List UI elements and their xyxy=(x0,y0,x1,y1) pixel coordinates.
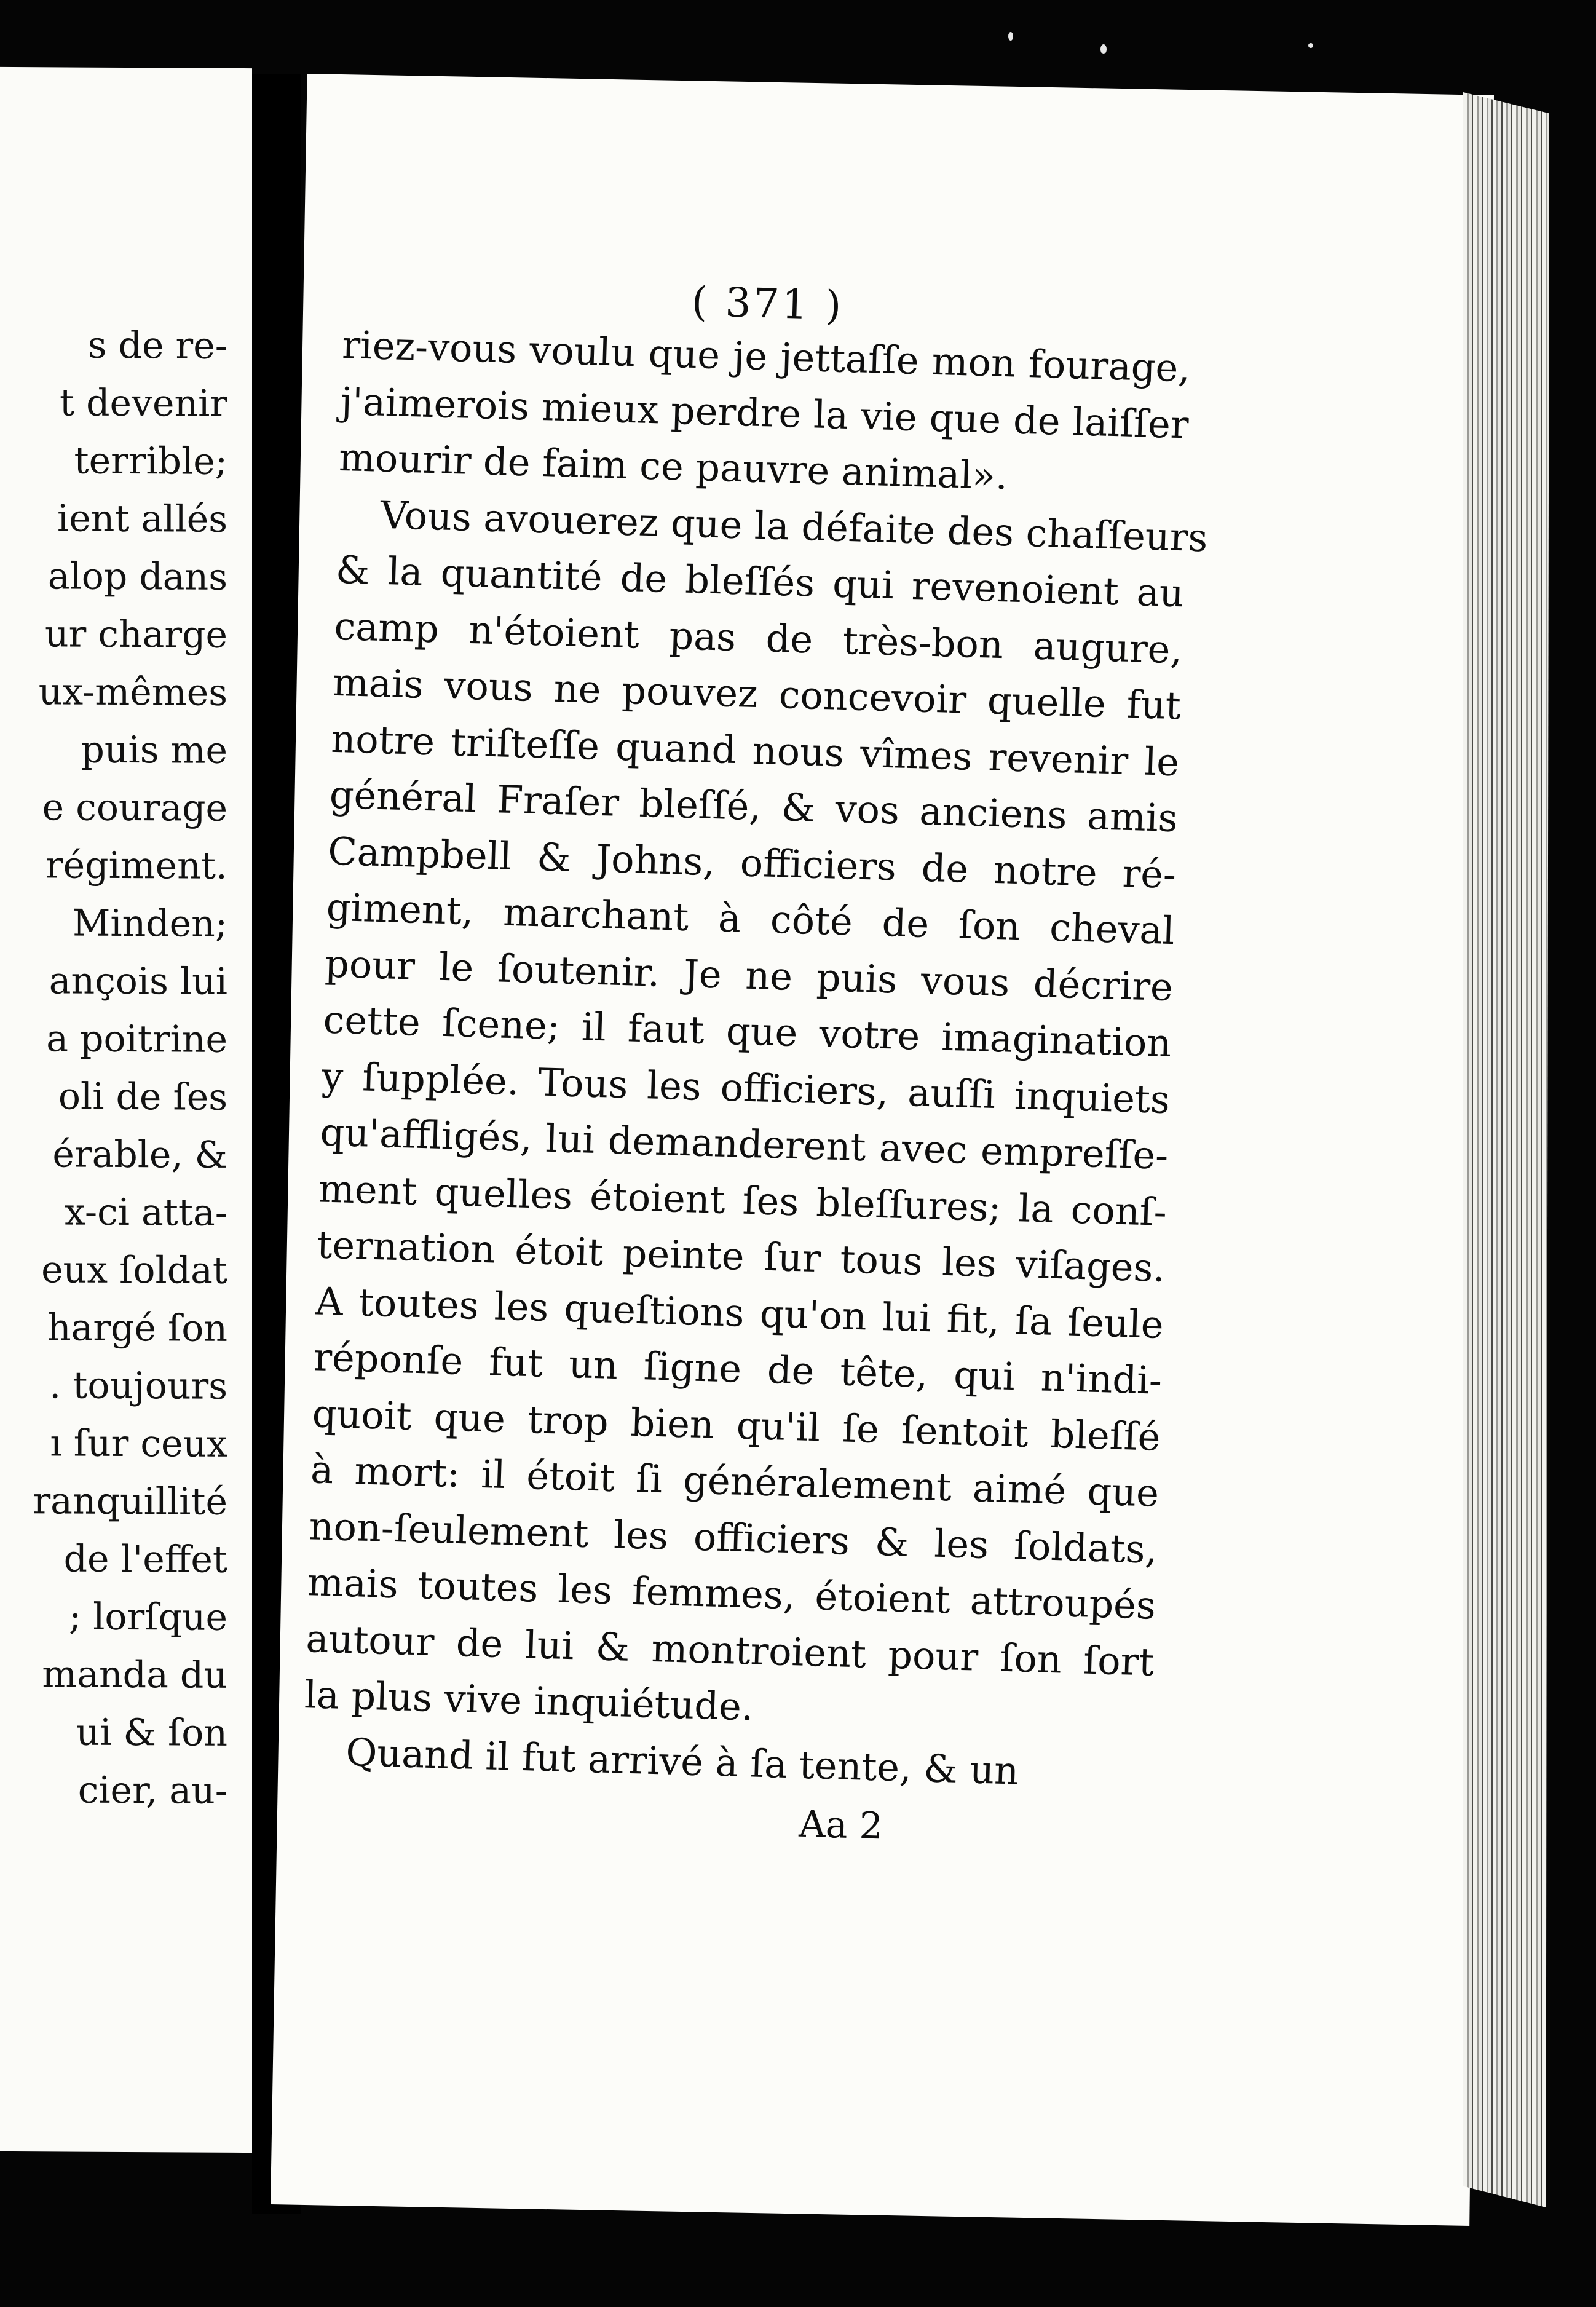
text-line: autour de lui & montroient pour ſon ſort xyxy=(305,1615,1155,1685)
text-line: non-ſeulement les officiers & les ſoldats, xyxy=(308,1503,1158,1572)
left-page-line: ranquillité xyxy=(33,1479,227,1524)
left-page-line: ui & ſon xyxy=(76,1711,227,1755)
left-page-line: . toujours xyxy=(49,1364,227,1408)
left-page-line: ; lorſque xyxy=(68,1595,227,1639)
left-page-line: puis me xyxy=(81,728,227,772)
signature-mark: Aa 2 xyxy=(798,1802,883,1848)
body-text xyxy=(302,317,1209,1803)
text-line: notre triſteſſe quand nous vîmes revenir le xyxy=(330,716,1180,785)
left-page-line: x-ci atta- xyxy=(65,1190,227,1235)
left-page-line: ı ſur ceux xyxy=(50,1422,227,1466)
text-line: camp n'étoient pas de très-bon augure, xyxy=(333,603,1183,672)
left-page-line: de l'effet xyxy=(63,1537,227,1581)
left-page-text xyxy=(0,315,227,1820)
text-line: mais vous ne pouvez concevoir quelle fut xyxy=(332,659,1182,729)
left-page-line: terrible; xyxy=(74,439,227,483)
text-line: qu'affligés, lui demanderent avec empreſſe- xyxy=(319,1109,1169,1178)
left-page-line: e courage xyxy=(42,786,227,830)
text-line: Campbell & Johns, officiers de notre ré- xyxy=(327,828,1177,897)
top-speck xyxy=(1008,32,1013,41)
text-line: j'aimerois mieux perdre la vie que de laiſſer xyxy=(339,378,1190,447)
left-page-line: ur charge xyxy=(44,612,227,657)
text-line: cette ſcene; il faut que votre imagination xyxy=(322,997,1172,1066)
left-page-line: régiment. xyxy=(45,844,227,888)
left-page-line: érable, & xyxy=(52,1133,227,1177)
top-speck xyxy=(1100,44,1107,54)
text-line: quoit que trop bien qu'il ſe ſentoit bleſſé xyxy=(311,1390,1161,1460)
left-page-line: hargé ſon xyxy=(47,1306,227,1350)
text-line: ment quelles étoient ſes bleſſures; la conſ- xyxy=(318,1165,1167,1235)
left-page-line: s de re- xyxy=(87,323,227,368)
left-page-line: manda du xyxy=(42,1653,227,1697)
text-line: pour le ſoutenir. Je ne puis vous décrire xyxy=(324,941,1174,1010)
left-page-line: alop dans xyxy=(47,555,227,599)
text-line: à mort: il étoit ſi généralement aimé que xyxy=(310,1447,1159,1516)
text-line: Vous avouerez que la défaite des chaſſeurs xyxy=(379,492,1209,560)
right-page-text xyxy=(301,267,1209,1862)
left-page-line: Minden; xyxy=(72,901,227,946)
page-edges xyxy=(1463,92,1549,2207)
left-page-line: cier, au- xyxy=(77,1768,227,1813)
text-line: mourir de faim ce pauvre animal». xyxy=(338,434,1008,499)
text-line: mais toutes les femmes, étoient attroupés xyxy=(307,1559,1156,1628)
text-line: y ſupplée. Tous les officiers, auſſi inquiets xyxy=(321,1053,1171,1122)
left-page-line: ançois lui xyxy=(49,959,227,1003)
text-line: général Fraſer bleſſé, & vos anciens amis xyxy=(329,772,1179,841)
text-line: & la quantité de bleſſés qui revenoient au xyxy=(335,547,1185,616)
left-page-line: eux ſoldat xyxy=(41,1248,227,1292)
text-line: riez-vous voulu que je jettaſſe mon fourage, xyxy=(341,322,1191,391)
left-page-line: ux-mêmes xyxy=(38,670,227,714)
left-facing-page xyxy=(0,67,252,2153)
text-line: la plus vive inquiétude. xyxy=(304,1672,754,1730)
text-line: giment, marchant à côté de ſon cheval xyxy=(325,884,1175,954)
text-line: ternation étoit peinte ſur tous les viſages. xyxy=(316,1222,1166,1291)
left-page-line: ient allés xyxy=(57,497,227,541)
text-line: A toutes les queſtions qu'on lui fit, ſa ſeule xyxy=(315,1278,1164,1347)
top-speck xyxy=(1308,43,1313,48)
left-page-line: a poitrine xyxy=(46,1017,227,1061)
text-line: réponſe fut un ſigne de tête, qui n'indi- xyxy=(313,1334,1163,1403)
left-page-line: t devenir xyxy=(59,381,227,425)
left-page-line: oli de ſes xyxy=(58,1075,227,1119)
page-number: ( 371 ) xyxy=(690,277,845,330)
text-line: Quand il fut arrivé à ſa tente, & un xyxy=(345,1729,1020,1794)
